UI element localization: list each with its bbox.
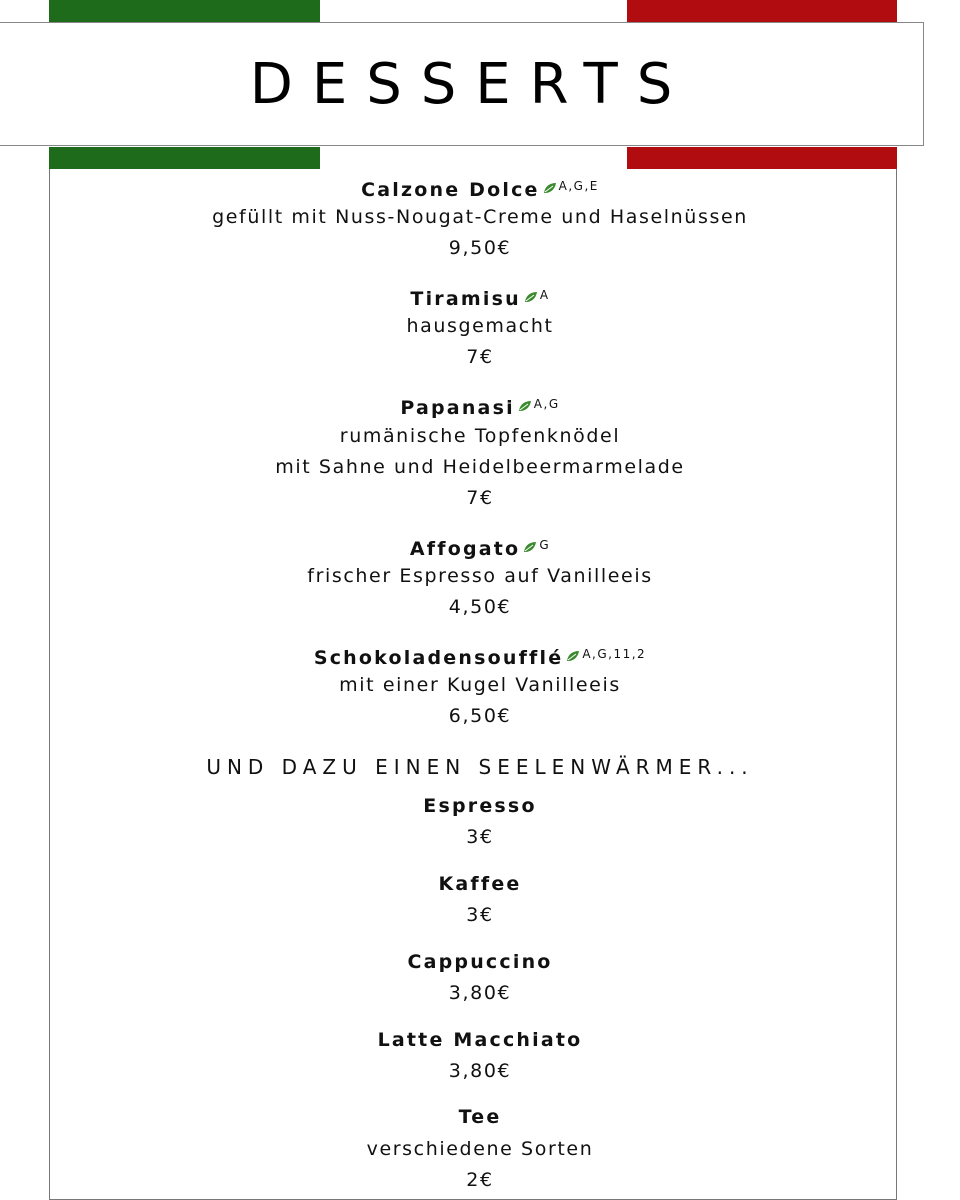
menu-item-price: 7€ — [466, 487, 494, 509]
menu-item-description: mit Sahne und Heidelbeermarmelade — [275, 456, 685, 478]
menu-item-name: Papanasi — [400, 397, 515, 419]
flag-stripe-white-top — [320, 0, 627, 22]
allergen-codes: A,G — [533, 397, 560, 411]
flag-stripe-green-top — [49, 0, 320, 22]
vegetarian-leaf-icon — [523, 541, 537, 553]
drink-name: Latte Macchiato — [377, 1029, 583, 1051]
allergen-codes: A,G,E — [558, 179, 599, 193]
menu-item-description: hausgemacht — [406, 315, 554, 337]
menu-item-description: frischer Espresso auf Vanilleeis — [307, 565, 653, 587]
menu-item-name-row — [0, 283, 960, 311]
page-title: DESSERTS — [249, 51, 692, 117]
drink-name: Kaffee — [438, 873, 522, 895]
menu-item-name: Tiramisu — [410, 288, 521, 310]
menu-item-price: 9,50€ — [448, 237, 512, 259]
drink-name: Tee — [458, 1106, 502, 1128]
menu-item-name: Schokoladensoufflé — [313, 647, 564, 669]
vegetarian-leaf-icon — [524, 291, 538, 303]
vegetarian-leaf-icon — [566, 650, 580, 662]
menu-item-name-row — [0, 174, 960, 202]
drink-price: 3,80€ — [448, 982, 512, 1004]
menu-item-description: mit einer Kugel Vanilleeis — [339, 674, 621, 696]
flag-stripe-green-bottom — [49, 147, 320, 169]
menu-item-name-row — [0, 392, 960, 420]
drink-price: 3€ — [466, 904, 494, 926]
flag-stripe-red-bottom — [627, 147, 897, 169]
drink-name: Espresso — [423, 795, 537, 817]
menu-item-name-row — [0, 533, 960, 561]
flag-stripe-red-top — [627, 0, 897, 22]
menu-item-price: 4,50€ — [448, 596, 512, 618]
flag-stripe-white-bottom — [320, 147, 627, 169]
vegetarian-leaf-icon — [543, 182, 557, 194]
title-box — [0, 22, 924, 146]
drink-price: 3,80€ — [448, 1060, 512, 1082]
vegetarian-leaf-icon — [518, 400, 532, 412]
menu-item-description: rumänische Topfenknödel — [339, 425, 621, 447]
menu-item-price: 7€ — [466, 346, 494, 368]
menu-item-name: Calzone Dolce — [361, 179, 540, 201]
drink-description: verschiedene Sorten — [366, 1138, 594, 1160]
menu-item-name-row — [0, 642, 960, 670]
allergen-codes: A — [539, 288, 550, 302]
menu-item-description: gefüllt mit Nuss-Nougat-Creme und Haselnüssen — [212, 206, 748, 228]
menu-item-price: 6,50€ — [448, 705, 512, 727]
drink-price: 3€ — [466, 826, 494, 848]
drinks-section-heading: UND DAZU EINEN SEELENWÄRMER... — [206, 755, 754, 779]
allergen-codes: G — [539, 538, 551, 552]
menu-item-name: Affogato — [409, 538, 521, 560]
drink-price: 2€ — [466, 1169, 494, 1191]
drink-name: Cappuccino — [407, 951, 553, 973]
allergen-codes: A,G,11,2 — [582, 647, 647, 661]
